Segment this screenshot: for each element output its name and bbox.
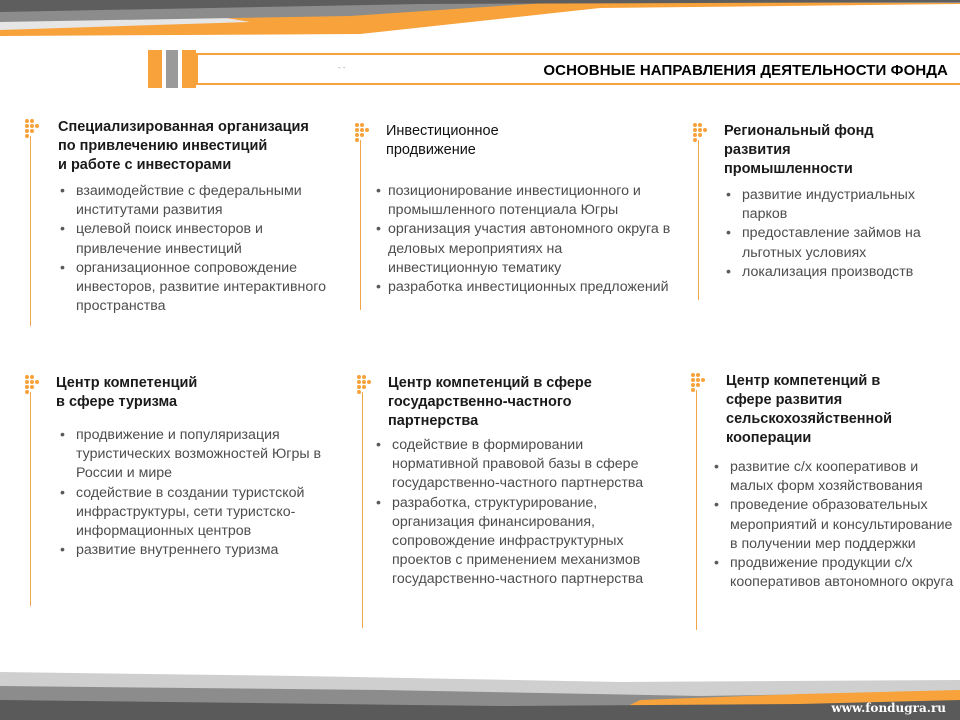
list-item: • развитие индустриальных парков	[724, 186, 956, 224]
block-investment-organization	[30, 118, 340, 328]
block-list	[712, 458, 958, 592]
block-investment-promotion	[360, 122, 670, 332]
orange-dots-icon	[354, 122, 372, 144]
list-item: • продвижение и популяризация туристических возможностей Югры в России и мире	[58, 426, 348, 484]
block-list	[374, 182, 674, 297]
footer-url[interactable]: www.fondugra.ru	[831, 701, 946, 715]
list-item: • развитие внутреннего туризма	[58, 541, 348, 560]
list-item: • целевой поиск инвесторов и привлечение инвестиций	[58, 220, 348, 258]
block-title: Центр компетенций в сфере туризма	[56, 375, 198, 410]
block-agri-center	[696, 372, 958, 634]
list-item: • позиционирование инвестиционного и промышленного потенциала Югры	[374, 182, 674, 220]
block-ppp-center	[362, 374, 672, 630]
list-item: • проведение образовательных мероприятий и консультирование в получении мер поддержки	[712, 496, 958, 554]
block-list	[724, 186, 956, 282]
list-item: • предоставление займов на льготных условиях	[724, 224, 956, 262]
title-box	[196, 53, 960, 85]
orange-dots-icon	[24, 374, 42, 396]
block-list	[374, 436, 666, 590]
list-item: • продвижение продукции с/х кооперативов автономного округа	[712, 554, 958, 592]
list-item: • содействие в создании туристской инфраструктуры, сети туристско-информационных центров	[58, 484, 348, 542]
orange-dots-icon	[356, 374, 374, 396]
block-title: Региональный фонд развития промышленности	[724, 123, 874, 177]
list-item: • содействие в формировании нормативной правовой базы в сфере государственно-частного партнерства	[374, 436, 666, 494]
orange-dots-icon	[24, 118, 42, 140]
list-item: • взаимодействие с федеральными институтами развития	[58, 182, 348, 220]
list-item: • локализация производств	[724, 263, 956, 282]
block-title: Центр компетенций в сфере государственно-частного партнерства	[388, 375, 592, 429]
block-tourism-center	[30, 374, 340, 610]
list-item: • разработка инвестиционных предложений	[374, 278, 674, 297]
block-list	[58, 182, 348, 316]
title-dots: - -	[338, 63, 346, 72]
list-item: • организационное сопровождение инвесторов, развитие интерактивного пространства	[58, 259, 348, 317]
block-industry-fund	[698, 122, 958, 302]
list-item: • разработка, структурирование, организация финансирования, сопровождение инфраструктурных проектов с применением механизмов государственно-частного партнерства	[374, 494, 666, 590]
block-list	[58, 426, 348, 560]
block-title: Центр компетенций в сфере развития сельскохозяйственной кооперации	[726, 373, 893, 446]
list-item: • организация участия автономного округа в деловых мероприятиях на инвестиционную тематику	[374, 220, 674, 278]
list-item: • развитие с/х кооперативов и малых форм хозяйствования	[712, 458, 958, 496]
block-title: Инвестиционное продвижение	[386, 123, 499, 158]
orange-dots-icon	[690, 372, 708, 394]
orange-dots-icon	[692, 122, 710, 144]
page-title: ОСНОВНЫЕ НАПРАВЛЕНИЯ ДЕЯТЕЛЬНОСТИ ФОНДА	[543, 62, 948, 79]
block-title: Специализированная организация по привлечению инвестиций и работе с инвесторами	[58, 119, 309, 173]
